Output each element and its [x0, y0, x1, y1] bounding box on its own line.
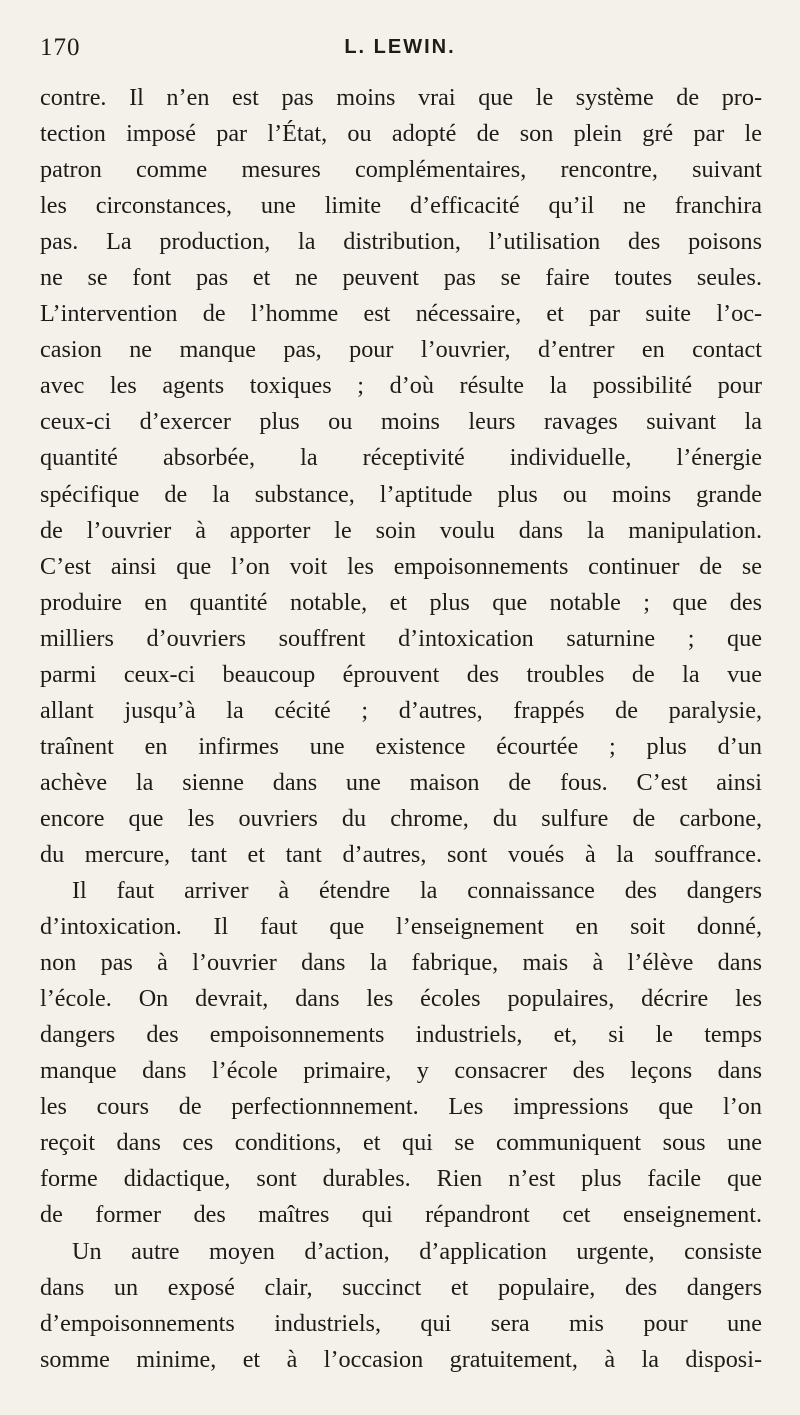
text-line: de former des maîtres qui répandront cet enseignement. — [40, 1201, 762, 1229]
text-line: patron comme mesures complémentaires, rencontre, suivant — [40, 156, 762, 184]
text-line: dans un exposé clair, succinct et populaire, des dangers — [40, 1273, 762, 1301]
text-line: reçoit dans ces conditions, et qui se communiquent sous une — [40, 1129, 762, 1157]
text-line: avec les agents toxiques ; d’où résulte la possibilité pour — [40, 372, 762, 400]
text-line: de l’ouvrier à apporter le soin voulu dans la manipulation. — [40, 516, 762, 544]
text-line: spécifique de la substance, l’aptitude plus ou moins grande — [40, 480, 762, 508]
text-line: tection imposé par l’État, ou adopté de son plein gré par le — [40, 120, 762, 148]
text-line: ne se font pas et ne peuvent pas se faire toutes seules. — [40, 264, 762, 292]
text-line: Il faut arriver à étendre la connaissance des dangers — [72, 877, 762, 905]
text-line: L’intervention de l’homme est nécessaire, et par suite l’oc- — [40, 300, 762, 328]
text-line: les circonstances, une limite d’efficacité qu’il ne franchira — [40, 192, 762, 220]
text-line: les cours de perfectionnnement. Les impressions que l’on — [40, 1093, 762, 1121]
text-line: casion ne manque pas, pour l’ouvrier, d’entrer en contact — [40, 336, 762, 364]
text-line: dangers des empoisonnements industriels, et, si le temps — [40, 1021, 762, 1049]
text-line: forme didactique, sont durables. Rien n’est plus facile que — [40, 1165, 762, 1193]
text-line: encore que les ouvriers du chrome, du sulfure de carbone, — [40, 804, 762, 832]
text-line: non pas à l’ouvrier dans la fabrique, mais à l’élève dans — [40, 949, 762, 977]
text-line: pas. La production, la distribution, l’utilisation des poisons — [40, 228, 762, 256]
text-line: somme minime, et à l’occasion gratuitement, à la disposi- — [40, 1345, 762, 1373]
text-line: ceux-ci d’exercer plus ou moins leurs ravages suivant la — [40, 408, 762, 436]
text-line: allant jusqu’à la cécité ; d’autres, frappés de paralysie, — [40, 696, 762, 724]
text-line: C’est ainsi que l’on voit les empoisonnements continuer de se — [40, 552, 762, 580]
page-number: 170 — [40, 34, 81, 61]
text-line: produire en quantité notable, et plus que notable ; que des — [40, 588, 762, 616]
text-line: d’empoisonnements industriels, qui sera mis pour une — [40, 1309, 762, 1337]
running-head: L. LEWIN. — [344, 36, 456, 58]
text-line: quantité absorbée, la réceptivité individuelle, l’énergie — [40, 444, 762, 472]
text-line: traînent en infirmes une existence écourtée ; plus d’un — [40, 732, 762, 760]
text-line: du mercure, tant et tant d’autres, sont voués à la souffrance. — [40, 840, 762, 868]
text-line: contre. Il n’en est pas moins vrai que le système de pro- — [40, 84, 762, 111]
text-line: manque dans l’école primaire, y consacrer des leçons dans — [40, 1057, 762, 1085]
text-line: milliers d’ouvriers souffrent d’intoxication saturnine ; que — [40, 624, 762, 652]
text-line: achève la sienne dans une maison de fous. C’est ainsi — [40, 768, 762, 796]
page-header — [0, 34, 800, 64]
text-line: d’intoxication. Il faut que l’enseignement en soit donné, — [40, 913, 762, 941]
text-line: l’école. On devrait, dans les écoles populaires, décrire les — [40, 985, 762, 1013]
text-line: Un autre moyen d’action, d’application urgente, consiste — [72, 1237, 762, 1265]
text-line: parmi ceux-ci beaucoup éprouvent des troubles de la vue — [40, 660, 762, 688]
body-text — [40, 80, 762, 1378]
